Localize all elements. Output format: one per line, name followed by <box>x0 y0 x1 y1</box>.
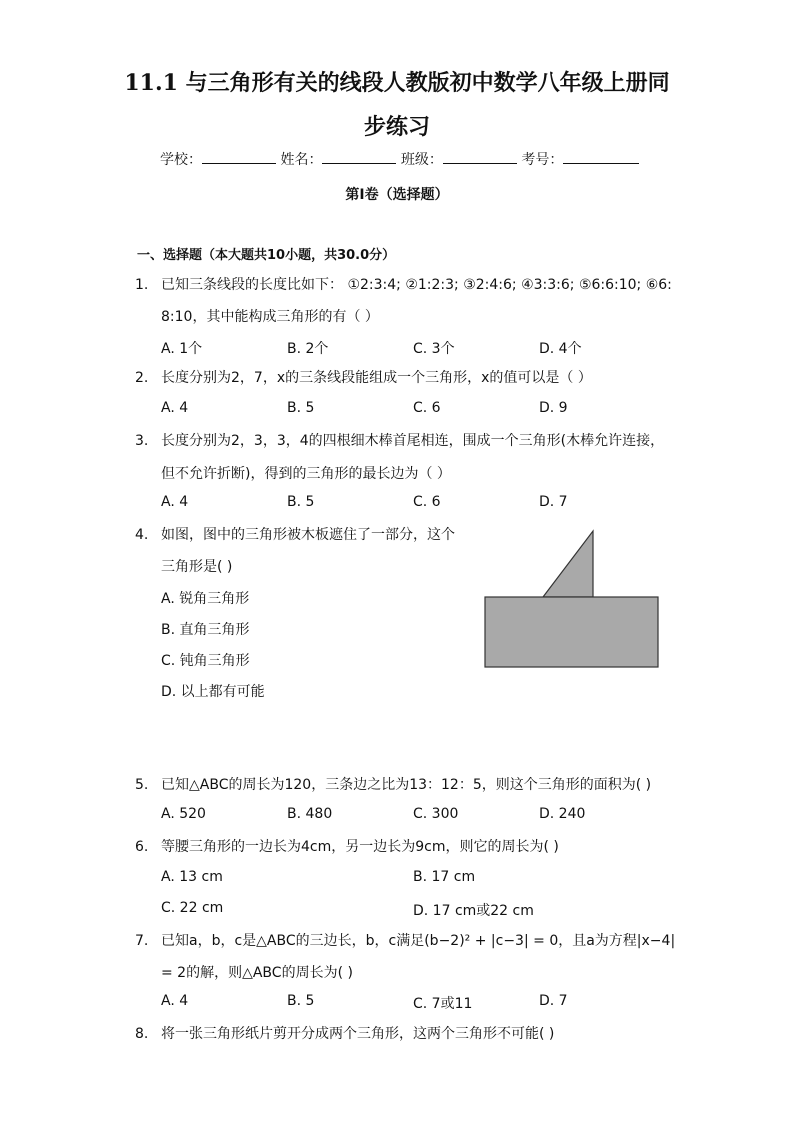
question-6 <box>135 837 559 857</box>
question-8 <box>135 1024 554 1044</box>
name-blank[interactable] <box>322 149 396 164</box>
school-blank[interactable] <box>202 149 276 164</box>
option-c[interactable]: C. 6 <box>413 494 441 510</box>
question-text-continued: 但不允许折断)，得到的三角形的最长边为（ ） <box>161 466 451 482</box>
exam-number-blank[interactable] <box>563 149 639 164</box>
option-a[interactable]: A. 1个 <box>161 341 203 357</box>
question-text: 已知a，b，c是△ABC的三边长，b，c满足(b−2)² + |c−3| = 0，且a为方程|x−4| <box>161 933 676 949</box>
question-text-continued: 三角形是( ) <box>161 559 233 575</box>
option-d[interactable]: D. 17 cm或22 cm <box>413 903 534 919</box>
option-c[interactable]: C. 7或11 <box>413 996 473 1012</box>
option-d[interactable]: D. 以上都有可能 <box>161 684 265 700</box>
option-d[interactable]: D. 4个 <box>539 341 582 357</box>
question-3 <box>135 431 664 451</box>
option-c[interactable]: C. 300 <box>413 806 459 822</box>
covering-board <box>485 597 658 667</box>
visible-triangle-part <box>543 531 593 597</box>
school-label: 学校： <box>160 152 202 168</box>
option-c[interactable]: C. 钝角三角形 <box>161 653 250 669</box>
question-1 <box>135 275 672 295</box>
option-a[interactable]: A. 锐角三角形 <box>161 591 250 607</box>
question-text: 长度分别为2，3，3，4的四根细木棒首尾相连，围成一个三角形(木棒允许连接， <box>161 433 665 449</box>
option-a[interactable]: A. 13 cm <box>161 869 223 885</box>
question-number: 8. <box>135 1026 149 1042</box>
question-number: 4. <box>135 527 149 543</box>
option-a[interactable]: A. 520 <box>161 806 206 822</box>
triangle-covered-by-board-figure <box>483 528 663 670</box>
option-c[interactable]: C. 3个 <box>413 341 455 357</box>
question-number: 1. <box>135 277 149 293</box>
section-heading: 一、选择题（本大题共10小题，共30.0分） <box>137 248 396 263</box>
document-title-line-1: 11.1 与三角形有关的线段人教版初中数学八年级上册同 <box>124 70 670 96</box>
option-d[interactable]: D. 7 <box>539 494 568 510</box>
option-b[interactable]: B. 直角三角形 <box>161 622 250 638</box>
option-b[interactable]: B. 480 <box>287 806 333 822</box>
question-4 <box>135 525 455 545</box>
option-c[interactable]: C. 6 <box>413 400 441 416</box>
option-a[interactable]: A. 4 <box>161 494 189 510</box>
question-number: 6. <box>135 839 149 855</box>
question-text: 将一张三角形纸片剪开分成两个三角形，这两个三角形不可能( ) <box>161 1026 555 1042</box>
option-d[interactable]: D. 240 <box>539 806 586 822</box>
option-d[interactable]: D. 9 <box>539 400 568 416</box>
question-text: 等腰三角形的一边长为4cm，另一边长为9cm，则它的周长为( ) <box>161 839 559 855</box>
option-b[interactable]: B. 5 <box>287 993 315 1009</box>
question-text-continued: = 2的解，则△ABC的周长为( ) <box>161 965 353 981</box>
option-d[interactable]: D. 7 <box>539 993 568 1009</box>
option-c[interactable]: C. 22 cm <box>161 900 224 916</box>
question-7 <box>135 931 675 951</box>
option-b[interactable]: B. 5 <box>287 400 315 416</box>
class-label: 班级： <box>400 152 443 168</box>
option-a[interactable]: A. 4 <box>161 993 189 1009</box>
option-a[interactable]: A. 4 <box>161 400 189 416</box>
option-b[interactable]: B. 17 cm <box>413 869 476 885</box>
option-b[interactable]: B. 2个 <box>287 341 329 357</box>
question-number: 2. <box>135 370 149 386</box>
question-5 <box>135 775 651 795</box>
question-2 <box>135 368 592 388</box>
question-text-continued: 8:10，其中能构成三角形的有（ ） <box>161 309 379 325</box>
question-number: 5. <box>135 777 149 793</box>
question-number: 3. <box>135 433 149 449</box>
document-title-line-2: 步练习 <box>363 114 430 140</box>
question-text: 已知三条线段的长度比如下： ①2:3:4; ②1:2:3; ③2:4:6; ④3:3:6; ⑤6:6:10; ⑥6: <box>161 277 672 293</box>
question-number: 7. <box>135 933 149 949</box>
student-info-row <box>160 149 639 169</box>
exam-number-label: 考号： <box>521 152 564 168</box>
option-b[interactable]: B. 5 <box>287 494 315 510</box>
question-text: 长度分别为2，7，x的三条线段能组成一个三角形，x的值可以是（ ） <box>161 370 592 386</box>
question-text: 如图，图中的三角形被木板遮住了一部分，这个 <box>161 527 455 543</box>
question-text: 已知△ABC的周长为120，三条边之比为13：12：5，则这个三角形的面积为( ) <box>161 777 652 793</box>
class-blank[interactable] <box>443 149 517 164</box>
name-label: 姓名： <box>280 152 323 168</box>
volume-heading: 第I卷（选择题） <box>345 187 449 203</box>
